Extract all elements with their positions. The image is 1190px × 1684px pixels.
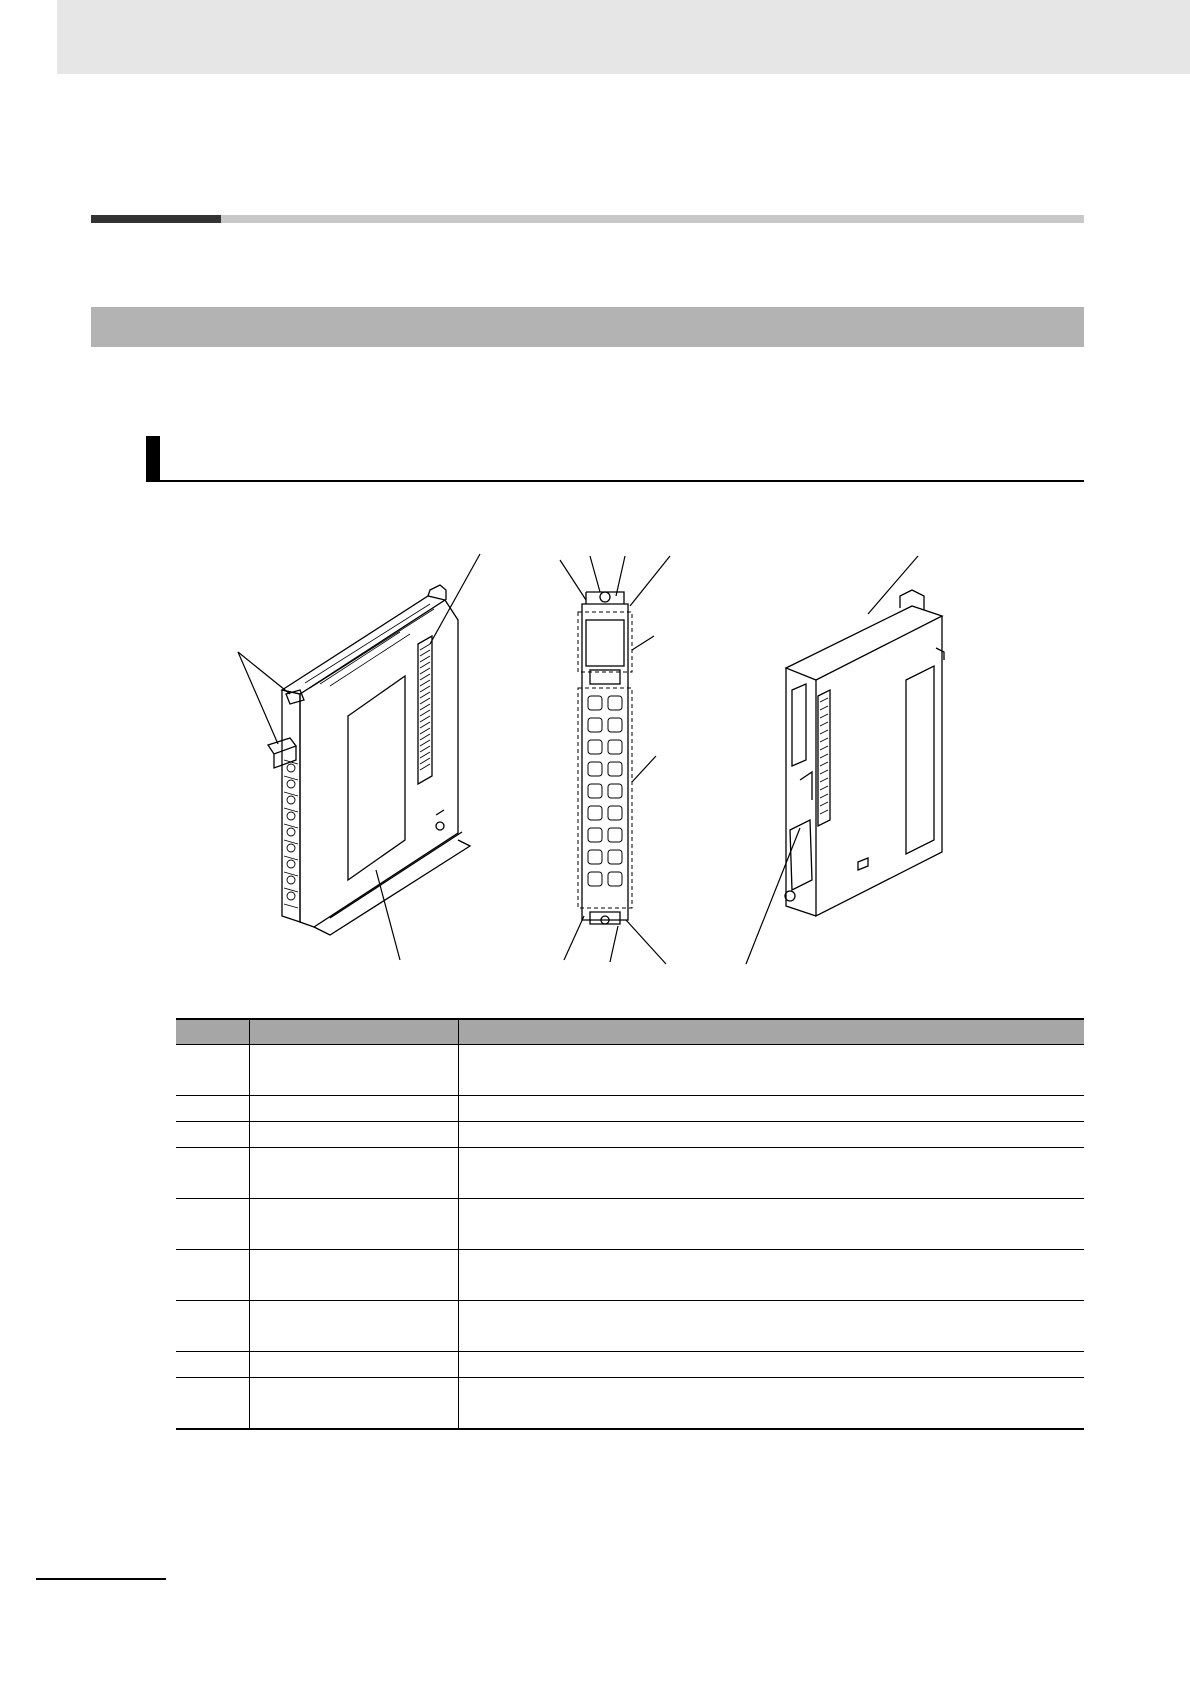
table-row xyxy=(176,1301,1084,1352)
table-row xyxy=(176,1250,1084,1301)
cell-function xyxy=(458,1148,1084,1199)
cell-name xyxy=(249,1045,458,1096)
cell-name xyxy=(249,1250,458,1301)
cell-no xyxy=(176,1250,249,1301)
cell-name xyxy=(249,1352,458,1378)
table-row xyxy=(176,1045,1084,1096)
cell-function xyxy=(458,1301,1084,1352)
cell-no xyxy=(176,1301,249,1352)
cell-no xyxy=(176,1199,249,1250)
column-header-no xyxy=(176,1019,249,1045)
cell-function xyxy=(458,1378,1084,1430)
cell-no xyxy=(176,1148,249,1199)
cell-function xyxy=(458,1199,1084,1250)
table-row xyxy=(176,1096,1084,1122)
cell-name xyxy=(249,1378,458,1430)
cell-name xyxy=(249,1122,458,1148)
cell-no xyxy=(176,1096,249,1122)
cell-function xyxy=(458,1045,1084,1096)
table-row xyxy=(176,1378,1084,1430)
cell-name xyxy=(249,1301,458,1352)
footer-rule xyxy=(36,1578,166,1580)
unit-front-view xyxy=(578,592,632,924)
column-header-name xyxy=(249,1019,458,1045)
cell-name xyxy=(249,1199,458,1250)
cell-function xyxy=(458,1122,1084,1148)
table-row xyxy=(176,1199,1084,1250)
table-row xyxy=(176,1148,1084,1199)
cell-no xyxy=(176,1352,249,1378)
cell-name xyxy=(249,1096,458,1122)
cell-no xyxy=(176,1378,249,1430)
unit-left-view xyxy=(268,585,470,935)
cell-function xyxy=(458,1352,1084,1378)
cell-no xyxy=(176,1045,249,1096)
cell-name xyxy=(249,1148,458,1199)
cell-no xyxy=(176,1122,249,1148)
cell-function xyxy=(458,1096,1084,1122)
column-header-function xyxy=(458,1019,1084,1045)
table-header-row xyxy=(176,1019,1084,1045)
unit-right-view xyxy=(785,590,944,916)
table-row xyxy=(176,1122,1084,1148)
table-row xyxy=(176,1352,1084,1378)
cell-function xyxy=(458,1250,1084,1301)
part-names-table xyxy=(176,1018,1084,1430)
